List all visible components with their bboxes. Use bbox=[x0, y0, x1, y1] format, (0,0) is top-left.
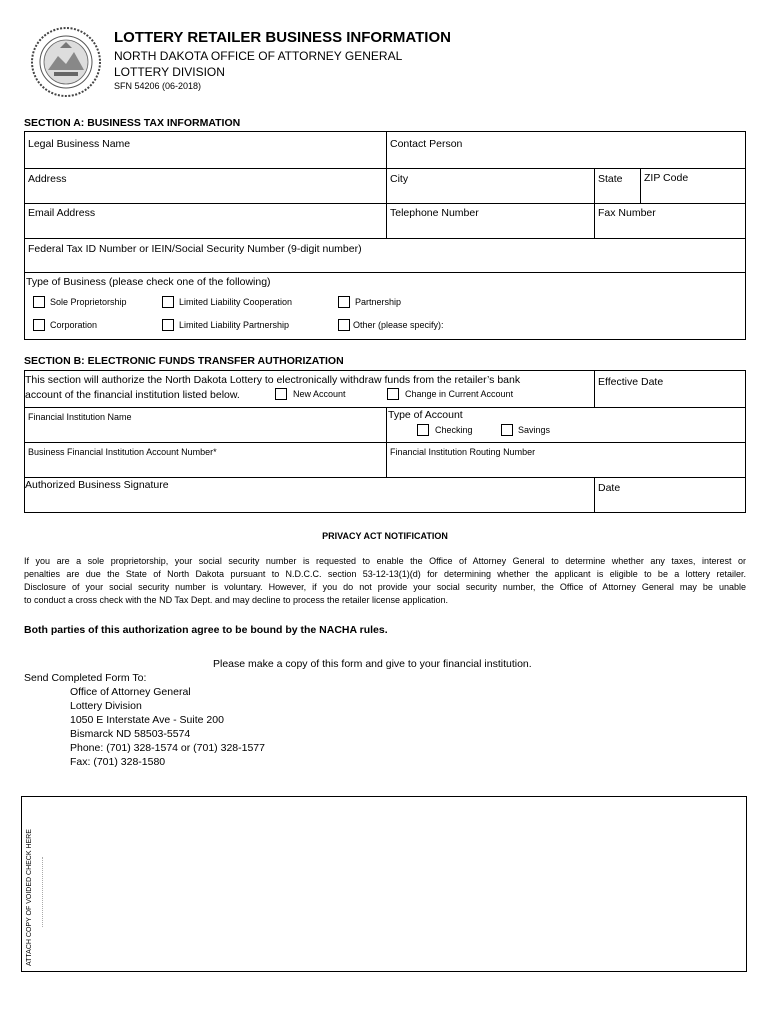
llp-label: Limited Liability Partnership bbox=[179, 320, 290, 330]
contact-person-field[interactable] bbox=[386, 131, 746, 169]
zip-code-field[interactable] bbox=[640, 168, 746, 204]
llp-checkbox[interactable] bbox=[162, 319, 174, 331]
effective-date-label: Effective Date bbox=[598, 376, 664, 388]
other-specify-input[interactable] bbox=[465, 317, 739, 335]
authorization-text-line2: account of the financial institution listed below. bbox=[25, 389, 240, 401]
signature-field[interactable] bbox=[24, 477, 595, 513]
routing-number-field[interactable] bbox=[386, 442, 746, 478]
date-label: Date bbox=[598, 482, 621, 494]
sole-proprietorship-label: Sole Proprietorship bbox=[50, 297, 127, 307]
new-account-label: New Account bbox=[293, 389, 346, 399]
type-of-account-label: Type of Account bbox=[388, 409, 463, 421]
llc-checkbox[interactable] bbox=[162, 296, 174, 308]
corporation-label: Corporation bbox=[50, 320, 98, 330]
form-title: LOTTERY RETAILER BUSINESS INFORMATION bbox=[114, 29, 451, 46]
state-field[interactable] bbox=[594, 168, 641, 204]
email-field[interactable] bbox=[24, 203, 387, 239]
division-name: LOTTERY DIVISION bbox=[114, 65, 225, 79]
legal-business-name-label: Legal Business Name bbox=[28, 138, 131, 150]
send-to-line: Phone: (701) 328-1574 or (701) 328-1577 bbox=[70, 742, 265, 754]
fax-label: Fax Number bbox=[598, 207, 656, 219]
telephone-field[interactable] bbox=[386, 203, 595, 239]
type-of-business-label: Type of Business (please check one of the following) bbox=[26, 276, 271, 288]
legal-business-name-field[interactable] bbox=[24, 131, 387, 169]
privacy-line-3: Disclosure of your social security number is voluntary. However, if you do not provide your social security number, the Office of Attorney General may be unable bbox=[24, 582, 746, 592]
state-seal-icon bbox=[30, 26, 102, 98]
savings-label: Savings bbox=[518, 425, 551, 435]
privacy-line-2: penalties are due the State of North Dakota pursuant to N.D.C.C. section 53-12-13(1)(d) for determining whether the applicant is eligible to be a lottery retailer. bbox=[24, 569, 746, 579]
date-field[interactable] bbox=[594, 477, 746, 513]
city-label: City bbox=[390, 173, 409, 185]
address-label: Address bbox=[28, 173, 67, 185]
partnership-label: Partnership bbox=[355, 297, 402, 307]
send-to-line: Office of Attorney General bbox=[70, 686, 191, 698]
authorization-text-line1: This section will authorize the North Dakota Lottery to electronically withdraw funds from the retailer’s bank bbox=[25, 374, 521, 386]
contact-person-label: Contact Person bbox=[390, 138, 463, 150]
privacy-heading: PRIVACY ACT NOTIFICATION bbox=[322, 531, 448, 541]
change-account-checkbox[interactable] bbox=[387, 388, 399, 400]
effective-date-field[interactable] bbox=[594, 370, 746, 408]
tax-id-label: Federal Tax ID Number or IEIN/Social Security Number (9-digit number) bbox=[28, 243, 362, 255]
city-field[interactable] bbox=[386, 168, 595, 204]
privacy-line-1: If you are a sole proprietorship, your social security number is requested to enable the Office of Attorney General to determine whether any taxes, interest or bbox=[24, 556, 746, 566]
other-label: Other (please specify): bbox=[353, 320, 444, 330]
fax-field[interactable] bbox=[594, 203, 746, 239]
zip-code-label: ZIP Code bbox=[644, 172, 689, 184]
account-number-label: Business Financial Institution Account Number* bbox=[28, 447, 217, 457]
account-number-field[interactable] bbox=[24, 442, 387, 478]
nacha-statement: Both parties of this authorization agree to be bound by the NACHA rules. bbox=[24, 624, 388, 636]
llc-label: Limited Liability Cooperation bbox=[179, 297, 293, 307]
send-to-line: Lottery Division bbox=[70, 700, 142, 712]
financial-institution-name-label: Financial Institution Name bbox=[28, 412, 132, 422]
office-name: NORTH DAKOTA OFFICE OF ATTORNEY GENERAL bbox=[114, 49, 403, 63]
send-to-label: Send Completed Form To: bbox=[24, 672, 147, 684]
financial-institution-name-field[interactable] bbox=[24, 407, 387, 443]
type-of-business-group bbox=[24, 272, 746, 340]
copy-note: Please make a copy of this form and give to your financial institution. bbox=[213, 658, 532, 670]
savings-checkbox[interactable] bbox=[501, 424, 513, 436]
state-label: State bbox=[598, 173, 623, 185]
checking-label: Checking bbox=[435, 425, 473, 435]
sole-proprietorship-checkbox[interactable] bbox=[33, 296, 45, 308]
telephone-label: Telephone Number bbox=[390, 207, 479, 219]
routing-number-label: Financial Institution Routing Number bbox=[390, 447, 536, 457]
type-of-account-group bbox=[386, 407, 746, 443]
change-account-label: Change in Current Account bbox=[405, 389, 514, 399]
section-a-heading: SECTION A: BUSINESS TAX INFORMATION bbox=[24, 117, 241, 129]
partnership-checkbox[interactable] bbox=[338, 296, 350, 308]
check-area-dotted-line bbox=[42, 857, 43, 927]
checking-checkbox[interactable] bbox=[417, 424, 429, 436]
address-field[interactable] bbox=[24, 168, 387, 204]
email-label: Email Address bbox=[28, 207, 96, 219]
signature-label: Authorized Business Signature bbox=[25, 479, 169, 491]
send-to-line: Bismarck ND 58503-5574 bbox=[70, 728, 191, 740]
other-checkbox[interactable] bbox=[338, 319, 350, 331]
section-b-heading: SECTION B: ELECTRONIC FUNDS TRANSFER AUTHORIZATION bbox=[24, 355, 344, 367]
voided-check-area bbox=[21, 796, 747, 972]
corporation-checkbox[interactable] bbox=[33, 319, 45, 331]
send-to-line: 1050 E Interstate Ave - Suite 200 bbox=[70, 714, 224, 726]
send-to-line: Fax: (701) 328-1580 bbox=[70, 756, 166, 768]
tax-id-field[interactable] bbox=[24, 238, 746, 273]
privacy-line-4: to conduct a cross check with the ND Tax Dept. and may decline to process the retailer license application. bbox=[24, 595, 449, 605]
new-account-checkbox[interactable] bbox=[275, 388, 287, 400]
voided-check-label: ATTACH COPY OF VOIDED CHECK HERE bbox=[26, 829, 33, 966]
authorization-group bbox=[24, 370, 595, 408]
form-number: SFN 54206 (06-2018) bbox=[114, 81, 202, 91]
